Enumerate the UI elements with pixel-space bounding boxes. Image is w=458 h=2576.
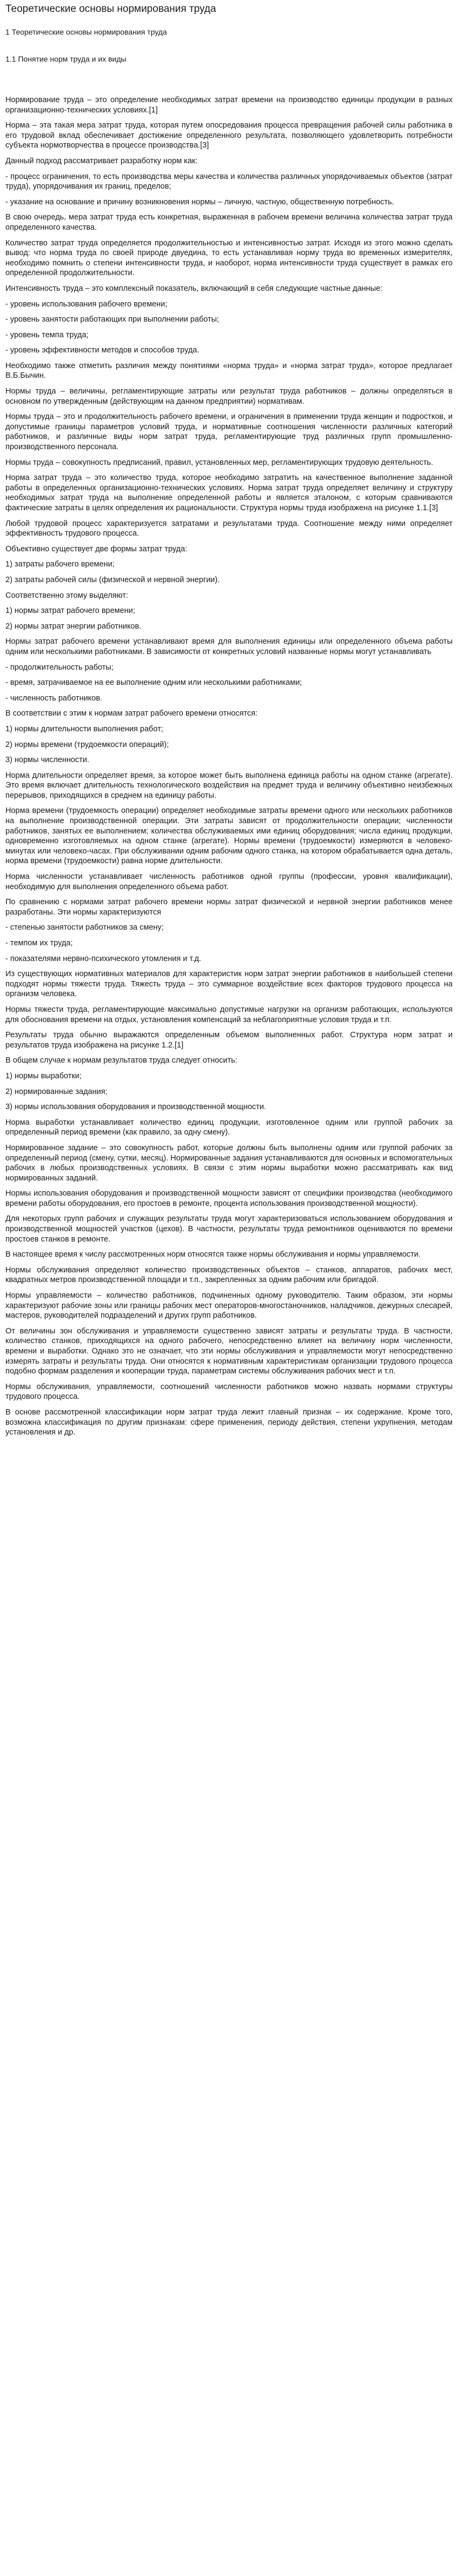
paragraph: - процесс ограничения, то есть производства меры качества и количества различных упорядочиваемых объектов (затрат труда), упорядочивания их границ, пределов; xyxy=(5,172,453,191)
paragraph: Интенсивность труда – это комплексный показатель, включающий в себя следующие частные данные: xyxy=(5,284,383,293)
paragraph: По сравнению с нормами затрат рабочего времени нормы затрат физической и нервной энергии работников менее разработаны. Эти нормы характеризуются xyxy=(5,898,453,917)
paragraph: В основе рассмотренной классификации норм затрат труда лежит главный признак – их содержание. Кроме того, возможна классификация по другим признакам: сфере применения, периоду действия, степени укрупнения, методам установления и др. xyxy=(5,1407,453,1437)
paragraph: Нормы тяжести труда, регламентирующие максимально допустимые нагрузки на организм работающих, используются для обоснования времени на отдых, установления компенсаций за неблагоприятные условия труда и т.п. xyxy=(5,1005,453,1024)
paragraph: Любой трудовой процесс характеризуется затратами и результатами труда. Соотношение между ними определяет эффективность трудового процесса. xyxy=(5,519,453,538)
paragraph: Данный подход рассматривает разработку норм как: xyxy=(5,156,198,165)
paragraph: 1) нормы длительности выполнения работ; xyxy=(5,724,163,733)
paragraph: - показателями нервно-психического утомления и т.д. xyxy=(5,954,201,963)
paragraph: В соответствии с этим к нормам затрат рабочего времени относятся: xyxy=(5,709,258,718)
paragraph: Нормы затрат рабочего времени устанавливают время для выполнения единицы или определенного объема работы одним или несколькими работниками. В зависимости от конкретных условий названные нормы могут устанавливать xyxy=(5,637,453,656)
paragraph: Для некоторых групп рабочих и служащих результаты труда могут характеризоваться использованием оборудования и производственной мощностей участков (цехов). В частности, результаты труда ремонтников оцениваются по времени простоев станков в ремонте. xyxy=(5,1214,453,1244)
paragraph: 2) нормированные задания; xyxy=(5,1087,108,1096)
page-title: Теоретические основы нормирования труда xyxy=(5,3,216,15)
paragraph: 2) затраты рабочей силы (физической и нервной энергии). xyxy=(5,575,220,584)
paragraph: - время, затрачиваемое на ее выполнение одним или несколькими работниками; xyxy=(5,678,302,688)
paragraph: Соответственно этому выделяют: xyxy=(5,591,128,600)
paragraph: Необходимо также отметить различия между понятиями «норма труда» и «норма затрат труда», которое предлагает В.Б.Бычин. xyxy=(5,361,453,381)
paragraph: - численность работников. xyxy=(5,693,103,703)
paragraph: Нормы труда – совокупность предписаний, правил, установленных мер, регламентирующих трудовую деятельность. xyxy=(5,458,433,467)
paragraph: Количество затрат труда определяется продолжительностью и интенсивностью затрат. Исходя из этого можно сделать вывод: что норма труда по своей природе двуедина, то есть устанавливая норму труда во временных измерителях, необходимо помнить о степени интенсивности труда, и наоборот, норма интенсивности труда существует в рамках его определенной продолжительности. xyxy=(5,238,453,278)
paragraph: В свою очередь, мера затрат труда есть конкретная, выраженная в рабочем времени величина количества затрат труда определенного качества. xyxy=(5,213,453,232)
paragraph: Нормы использования оборудования и производственной мощности зависят от специфики производства (необходимого времени работы оборудования, его простоев в ремонте, процента использования производственной мощности). xyxy=(5,1189,453,1208)
paragraph: В настоящее время к числу рассмотренных норм относятся также нормы обслуживания и нормы управляемости. xyxy=(5,1250,421,1259)
toc-item: 1 Теоретические основы нормирования труда xyxy=(5,28,167,36)
paragraph: 2) нормы затрат энергии работников. xyxy=(5,622,142,631)
paragraph: 1) нормы выработки; xyxy=(5,1071,82,1080)
paragraph: Норма численности устанавливает численность работников одной группы (профессии, уровня квалификации), необходимую для выполнения определенного объема работ. xyxy=(5,872,453,891)
paragraph: 3) нормы численности. xyxy=(5,756,90,765)
paragraph: 2) нормы времени (трудоемкости операций); xyxy=(5,740,169,749)
paragraph: Нормы обслуживания определяют количество производственных объектов – станков, аппаратов, рабочих мест, квадратных метров производственной площади и т.п., закрепленных за одним рабочим или бригадой. xyxy=(5,1265,453,1285)
paragraph: Норма выработки устанавливает количество единиц продукции, изготовленное одним или группой рабочих за определенный период времени (как правило, за одну смену). xyxy=(5,1118,453,1137)
paragraph: - уровень использования рабочего времени; xyxy=(5,299,168,309)
paragraph: - степенью занятости работников за смену; xyxy=(5,923,164,932)
paragraph: - уровень занятости работающих при выполнении работы; xyxy=(5,315,220,324)
paragraph: Объективно существует две формы затрат труда: xyxy=(5,544,188,553)
paragraph: - указание на основание и причину возникновения нормы – личную, частную, общественную потребность. xyxy=(5,197,394,206)
paragraph: Нормы труда – величины, регламентирующие затраты или результат труда работников – должны определяться в основном по утвержденным (действующим на данном предприятии) нормативам. xyxy=(5,387,453,406)
paragraph: Нормы труда – это и продолжительность рабочего времени, и ограничения в применении труда женщин и подростков, и допустимые границы параметров условий труда, и нормативные соотношения численности различных категорий работников, и различные виды норм затрат труда, регламентирующие труд различных групп промышленно-производственного персонала. xyxy=(5,412,453,452)
paragraph: 1) затраты рабочего времени; xyxy=(5,560,115,569)
paragraph: От величины зон обслуживания и управляемости существенно зависят затраты и результаты труда. В частности, количество станков, приходящихся на одного рабочего, непосредственно влияет на величину норм численности, времени и выработки. Однако это не означает, что эти нормы обслуживания и управляемости могут непосредственно измерять затраты и результаты труда. Они относятся к нормативным характеристикам организации трудового процесса подобно формам разделения и кооперации труда, параметрам системы обслуживания рабочих мест и т.п. xyxy=(5,1326,453,1376)
paragraph: Результаты труда обычно выражаются определенным объемом выполненных работ. Структура норм затрат и результатов труда изображена на рисунке 1.2.[1] xyxy=(5,1031,453,1050)
paragraph: 1) нормы затрат рабочего времени; xyxy=(5,606,135,616)
paragraph: 3) нормы использования оборудования и производственной мощности. xyxy=(5,1103,267,1112)
paragraph: Норма – эта такая мера затрат труда, которая путем опосредования процесса превращения рабочей силы работника в его трудовой вклад обеспечивает достижение определенного результата, позволяющего удовлетворить потребности субъекта нормотворчества в процессе производства.[3] xyxy=(5,121,453,150)
paragraph: - продолжительность работы; xyxy=(5,663,114,672)
paragraph: Норма времени (трудоемкость операции) определяет необходимые затраты времени одного или нескольких работников на выполнение производственной операции. Эти затраты зависят от продолжительности операции; численности работников, занятых ее выполнением; количества обслуживаемых ими единиц оборудования; числа единиц продукции, одновременно изготовляемых на одном станке (агрегате). Нормы времени (трудоемкости) измеряются в человеко-минутах или человеко-часах. При обслуживании одним рабочим одного станка, на котором обрабатывается одна деталь, норма времени (трудоемкости) равна норме длительности. xyxy=(5,806,453,866)
paragraph: Нормы обслуживания, управляемости, соотношений численности работников можно назвать нормами структуры трудового процесса. xyxy=(5,1382,453,1402)
document-body xyxy=(5,95,453,1438)
paragraph: Норма затрат труда – это количество труда, которое необходимо затратить на качественное выполнение заданной работы в определенных организационно-технических условиях. Норма затрат труда определяет величину и структуру необходимых затрат труда на выполнение определенной работы и является эталоном, с которым сравниваются фактические затраты в целях определения их рациональности. Структура нормы труда изображена на рисунке 1.1.[3] xyxy=(5,473,453,512)
section-heading: 1.1 Понятие норм труда и их виды xyxy=(5,55,127,63)
paragraph: Нормы управляемости – количество работников, подчиненных одному руководителю. Таким образом, эти нормы характеризуют рабочие зоны или границы рабочих мест операторов-многостаночников, наладчиков, дежурных слесарей, мастеров, руководителей подразделений и других групп работников. xyxy=(5,1291,453,1320)
paragraph: Нормированное задание – это совокупность работ, которые должны быть выполнены одним или группой рабочих за определенный период (смену, сутки, месяц). Нормированные задания устанавливаются для основных и вспомогательных рабочих в любых производственных условиях. В связи с этим нормы выработки можно рассматривать как вид нормированных заданий. xyxy=(5,1143,453,1183)
paragraph: В общем случае к нормам результатов труда следует относить: xyxy=(5,1056,237,1065)
paragraph: - темпом их труда; xyxy=(5,939,73,947)
paragraph: - уровень эффективности методов и способов труда. xyxy=(5,346,200,355)
paragraph: Нормирование труда – это определение необходимых затрат времени на производство единицы продукции в разных организационно-технических условиях.[1] xyxy=(5,96,453,115)
paragraph: - уровень темпа труда; xyxy=(5,330,89,339)
paragraph: Норма длительности определяет время, за которое может быть выполнена единица работы на одном станке (агрегате). Это время включает длительность технологического воздействия на предмет труда и величину объективно неизбежных перерывов, приходящихся в среднем на единицу работы. xyxy=(5,771,453,800)
paragraph: Из существующих нормативных материалов для характеристик норм затрат энергии работников в наибольшей степени подходят нормы тяжести труда. Тяжесть труда – это суммарное воздействие всех факторов трудового процесса на организм человека. xyxy=(5,970,453,999)
